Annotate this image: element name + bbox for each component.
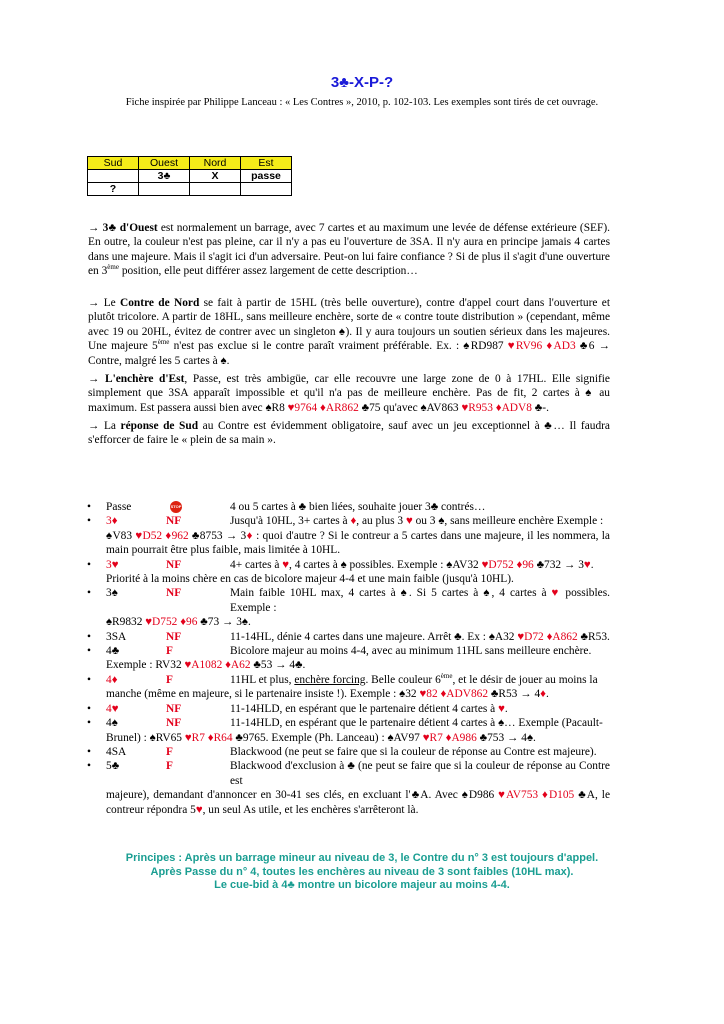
bid-item: [88, 702, 610, 716]
bid-forcing-status: NF: [166, 702, 182, 715]
bullet-icon: •: [87, 501, 91, 513]
bid-line: [88, 644, 610, 658]
bid-name: [88, 558, 166, 572]
paragraph-contre-nord: [88, 296, 610, 368]
text-run: 11-14HL, dénie 4 cartes dans une majeure. Arrêt ♣. Ex : ♠A32: [230, 630, 518, 643]
text-run: 4♥: [106, 702, 119, 715]
text-run: ♣A, le contreur répondra 5: [106, 789, 611, 816]
bid-forcing-status: F: [166, 745, 173, 758]
text-run: ♦: [350, 515, 357, 528]
principes-line: Le cue-bid à 4♣ montre un bicolore majeur au moins 4-4.: [214, 879, 510, 891]
bid-description-continued: [88, 615, 610, 629]
text-run: ou 3 ♠, sans meilleure enchère Exemple :: [412, 515, 604, 528]
bid-forcing-status: NF: [166, 717, 182, 730]
text-run: ♥: [195, 803, 203, 816]
text-run: Blackwood (ne peut se faire que si la couleur de réponse au Contre est majeure).: [230, 745, 597, 758]
text-run: , au plus 3: [356, 515, 406, 528]
text-run: 3♠: [106, 587, 118, 600]
text-run: ♥: [498, 702, 505, 715]
text-run: → 3♣ d'Ouest: [88, 222, 158, 234]
text-run: , et le désir de jouer au moins la: [452, 673, 598, 686]
text-run: manche (même en majeure, si le partenaire insiste !). Exemple : ♠32: [106, 688, 420, 701]
bid-item: [88, 644, 610, 673]
auction-header: Est: [241, 157, 292, 170]
text-run: ♦: [246, 529, 253, 542]
auction-header: Ouest: [139, 157, 190, 170]
text-run: ♥: [405, 515, 413, 528]
bid-description: [230, 514, 610, 528]
text-run: : quoi d'autre ? Si le contreur a 5 cartes dans une majeure, il les nommera, la main pourrait être plus faible, mais limitée à 10HL.: [106, 529, 610, 557]
bid-item: [88, 759, 610, 817]
bid-forcing-status: F: [166, 760, 173, 773]
bid-item: [88, 500, 610, 514]
text-run: 4♣: [106, 645, 120, 658]
text-run: Contre de Nord: [120, 297, 200, 309]
text-run: ♥A1082 ♦A62: [184, 659, 251, 672]
text-run: majeure), demandant d'annoncer en 30-41 ses clés, en excluant l'♣A. Avec ♠D986: [106, 789, 499, 802]
bid-name: [88, 514, 166, 528]
text-run: 3♦: [106, 515, 118, 528]
bid-name: [88, 745, 166, 759]
bid-forcing-status: [166, 500, 230, 514]
principes-line: Principes : Après un barrage mineur au niveau de 3, le Contre du n° 3 est toujours d'appel.: [125, 852, 599, 864]
text-run: Passe: [106, 501, 132, 513]
bid-forcing-status: F: [166, 673, 173, 686]
text-run: .: [545, 688, 549, 701]
text-run: ♥: [583, 558, 591, 571]
auction-row: [88, 170, 292, 183]
paragraph-reponse-sud: [88, 419, 610, 448]
text-run: Exemple : RV32: [106, 659, 185, 672]
stop-icon: STOP: [170, 501, 182, 513]
text-run: est normalement un barrage, avec 7 cartes et au maximum une levée de défense extérieure (SEF). En outre, la couleur n'est pas pleine, car il n'y a pas eu l'ouverture de 3SA. Il n'y aura en principe jamais 4 cartes dans une majeure. Mais il s'agit ici d'un adversaire. Peut-on lui faire confiance ? Si de plus il s'agit d'une ouverture en 3: [88, 222, 610, 278]
text-run: → Le: [88, 297, 121, 309]
text-run: ème: [107, 263, 119, 272]
text-run: ♣R53 → 4: [488, 688, 541, 701]
bid-description-continued: [88, 658, 610, 672]
auction-cell: [139, 183, 190, 196]
text-run: ♥: [282, 558, 290, 571]
text-run: ème: [157, 338, 170, 347]
page-subtitle: Fiche inspirée par Philippe Lanceau : « Les Contres », 2010, p. 102-103. Les exemples sont tirés de cet ouvrage.: [125, 97, 599, 108]
principes-line: Après Passe du n° 4, toutes les enchères au niveau de 3 sont faibles (10HL max).: [150, 865, 574, 878]
text-run: Jusqu'à 10HL, 3+ cartes à: [230, 515, 351, 528]
text-run: au Contre est évidemment obligatoire, sauf avec un jeu exceptionnel à ♣… Il faudra s'efforcer de faire le « plein de sa main ».: [88, 420, 610, 447]
bid-description-continued: [88, 731, 610, 745]
text-run: ♣8753 → 3: [188, 529, 247, 542]
bid-description: [230, 586, 610, 615]
bid-forcing-status: NF: [166, 558, 182, 571]
bid-description: [230, 630, 610, 644]
text-run: 4 ou 5 cartes à ♣ bien liées, souhaite jouer 3♣ contrés…: [230, 501, 486, 513]
text-run: ♣R53.: [577, 630, 610, 643]
text-run: 4♠: [106, 717, 118, 730]
text-run: ♥D752 ♦96: [481, 558, 534, 571]
bid-line: [88, 514, 610, 528]
bid-name: [88, 702, 166, 716]
bid-line: [88, 500, 610, 514]
text-run: ♥R953 ♦ADV8: [461, 401, 532, 414]
auction-header-row: [88, 157, 292, 170]
text-run: position, elle peut différer assez largement de cette description…: [118, 265, 418, 278]
principes-box: [60, 852, 664, 893]
text-run: 3SA: [106, 630, 127, 643]
text-run: ♥D52 ♦962: [135, 529, 189, 542]
text-run: 4+ cartes à: [230, 558, 283, 571]
bullet-icon: •: [87, 745, 91, 758]
bid-description: [230, 558, 610, 572]
text-run: ♠V83: [106, 529, 136, 542]
bid-description: [230, 702, 610, 716]
text-run: .: [590, 558, 594, 571]
text-run: ème: [440, 672, 453, 681]
bid-name: [88, 586, 166, 615]
bid-line: [88, 673, 610, 687]
bullet-icon: •: [87, 702, 91, 715]
text-run: 11-14HLD, en espérant que le partenaire détient 4 cartes à: [230, 702, 499, 715]
auction-cell: ?: [88, 183, 139, 196]
text-run: 4SA: [106, 745, 127, 758]
text-run: . Belle couleur 6: [365, 673, 441, 686]
text-run: , un seul As utile, et les enchères s'arrêteront là.: [202, 803, 419, 816]
text-run: réponse de Sud: [120, 420, 199, 432]
text-run: ♣-.: [531, 401, 549, 414]
text-run: ♣9765. Exemple (Ph. Lanceau) : ♠AV97: [232, 731, 423, 744]
text-run: , Passe, est très ambigüe, car elle recouvre une large zone de 0 à 17HL. Elle signifie simplement que 3SA apparaît impossible et qu'il n'a pas de meilleure enchère. Pas de fit, 2 cartes à ♠ au maximum. Est passera aussi bien avec ♠R8: [88, 373, 610, 414]
bid-line: [88, 630, 610, 644]
text-run: n'est pas exclue si le contre paraît vraiment préférable. Ex. : ♠RD987: [169, 340, 508, 353]
text-run: ♥D752 ♦96: [145, 616, 198, 629]
auction-row: [88, 183, 292, 196]
bid-name: [88, 500, 166, 514]
bid-item: [88, 716, 610, 745]
paragraph-ouest: [88, 221, 610, 279]
auction-cell: [241, 183, 292, 196]
text-run: ♥R7 ♦R64: [184, 731, 233, 744]
text-run: ♣732 → 3: [533, 558, 584, 571]
bullet-icon: •: [87, 645, 91, 658]
auction-cell: [88, 170, 139, 183]
text-run: Priorité à la moins chère en cas de bicolore majeur 4-4 et une main faible (jusqu'à 10HL).: [106, 573, 514, 586]
text-run: ♥: [551, 587, 561, 600]
text-run: enchère forcing: [294, 673, 366, 686]
text-run: ♥82 ♦ADV862: [419, 688, 489, 701]
text-run: .: [504, 702, 508, 715]
auction-cell: passe: [241, 170, 292, 183]
bid-description: [230, 716, 610, 730]
bid-description: [230, 745, 610, 759]
bullet-icon: •: [87, 630, 91, 643]
bullet-icon: •: [87, 673, 91, 686]
text-run: se fait à partir de 15HL (très belle ouverture), contre d'appel court dans l'ouverture et plutôt tricolore. A partir de 18HL, sans meilleure enchère, sorte de « contre toute distribution » (cependant, même avec 19 ou 20HL, évitez de contrer avec un singleton ♠). Il y aura toujours un soutien sérieux dans les majeures. Une majeure 5: [88, 297, 610, 353]
bid-item: [88, 558, 610, 587]
auction-table: [87, 156, 292, 196]
bid-name: [88, 716, 166, 730]
bullet-icon: •: [87, 717, 91, 730]
text-run: , 4 cartes à ♠ possibles. Exemple : ♠AV32: [289, 558, 482, 571]
text-run: ♥RV96: [507, 340, 543, 353]
text-run: 3♥: [106, 558, 119, 571]
bid-item: [88, 514, 610, 557]
text-run: 11-14HLD, en espérant que le partenaire détient 4 cartes à ♠… Exemple (Pacault-: [230, 717, 603, 730]
auction-cell: X: [190, 170, 241, 183]
page-title: 3♣-X-P-?: [330, 74, 394, 91]
bid-line: [88, 745, 610, 759]
bid-line: [88, 759, 610, 788]
bullet-icon: •: [87, 587, 91, 600]
text-run: ♣73 → 3♠.: [197, 616, 251, 629]
bid-name: [88, 644, 166, 658]
text-run: ♥9764 ♦AR862: [287, 401, 359, 414]
text-run: ♣6 → Contre, malgré les 5 cartes à ♠.: [88, 340, 610, 367]
text-run: ♣75 qu'avec ♠AV863: [358, 401, 462, 414]
auction-header: Sud: [88, 157, 139, 170]
text-run: → La: [88, 420, 121, 432]
bid-description-continued: [88, 529, 610, 558]
bid-description: [230, 644, 610, 658]
text-run: ♦AD3: [546, 340, 576, 353]
text-run: 5♣: [106, 760, 120, 773]
bullet-icon: •: [87, 558, 91, 571]
bid-line: [88, 702, 610, 716]
text-run: ♦: [540, 688, 546, 701]
bid-item: [88, 673, 610, 702]
auction-header: Nord: [190, 157, 241, 170]
text-run: Bicolore majeur au moins 4-4, avec au minimum 11HL sans meilleure enchère.: [230, 645, 592, 658]
bid-description-continued: [88, 572, 610, 586]
text-run: ♥R7 ♦A986: [422, 731, 477, 744]
text-run: 4♦: [106, 673, 118, 686]
text-run: ♥AV753 ♦D105: [498, 789, 575, 802]
bid-forcing-status: NF: [166, 515, 182, 528]
paragraph-enchere-est: [88, 372, 610, 415]
bid-forcing-status: F: [166, 645, 173, 658]
bid-line: [88, 558, 610, 572]
bid-item: [88, 586, 610, 629]
bid-description-continued: [88, 788, 610, 817]
bid-item: [88, 630, 610, 644]
text-run: ♣753 → 4♠.: [476, 731, 536, 744]
bullet-icon: •: [87, 760, 91, 773]
text-run: → L'enchère d'Est: [88, 373, 185, 385]
bid-line: [88, 586, 610, 615]
bid-name: [88, 759, 166, 788]
text-run: ♣53 → 4♣.: [250, 659, 306, 672]
text-run: 11HL et plus,: [230, 673, 295, 686]
bullet-icon: •: [87, 515, 91, 528]
auction-cell: 3♣: [139, 170, 190, 183]
auction-cell: [190, 183, 241, 196]
text-run: Main faible 10HL max, 4 cartes à ♠. Si 5 cartes à ♠, 4 cartes à: [230, 587, 552, 600]
bid-description-continued: [88, 687, 610, 701]
bid-item: [88, 745, 610, 759]
text-run: ♠R9832: [106, 616, 146, 629]
text-run: ♥D72 ♦A862: [517, 630, 578, 643]
bid-description: [230, 759, 610, 788]
bid-name: [88, 630, 166, 644]
bid-line: [88, 716, 610, 730]
text-run: possibles. Exemple :: [230, 587, 611, 614]
bid-description: [230, 673, 610, 687]
bid-name: [88, 673, 166, 687]
bid-description: [230, 500, 610, 514]
bid-list: [88, 500, 610, 817]
text-run: Brunel) : ♠RV65: [106, 731, 185, 744]
text-run: Blackwood d'exclusion à ♣ (ne peut se faire que si la couleur de réponse au Contre est: [230, 760, 610, 787]
bid-forcing-status: NF: [166, 587, 182, 600]
bid-forcing-status: NF: [166, 630, 182, 643]
